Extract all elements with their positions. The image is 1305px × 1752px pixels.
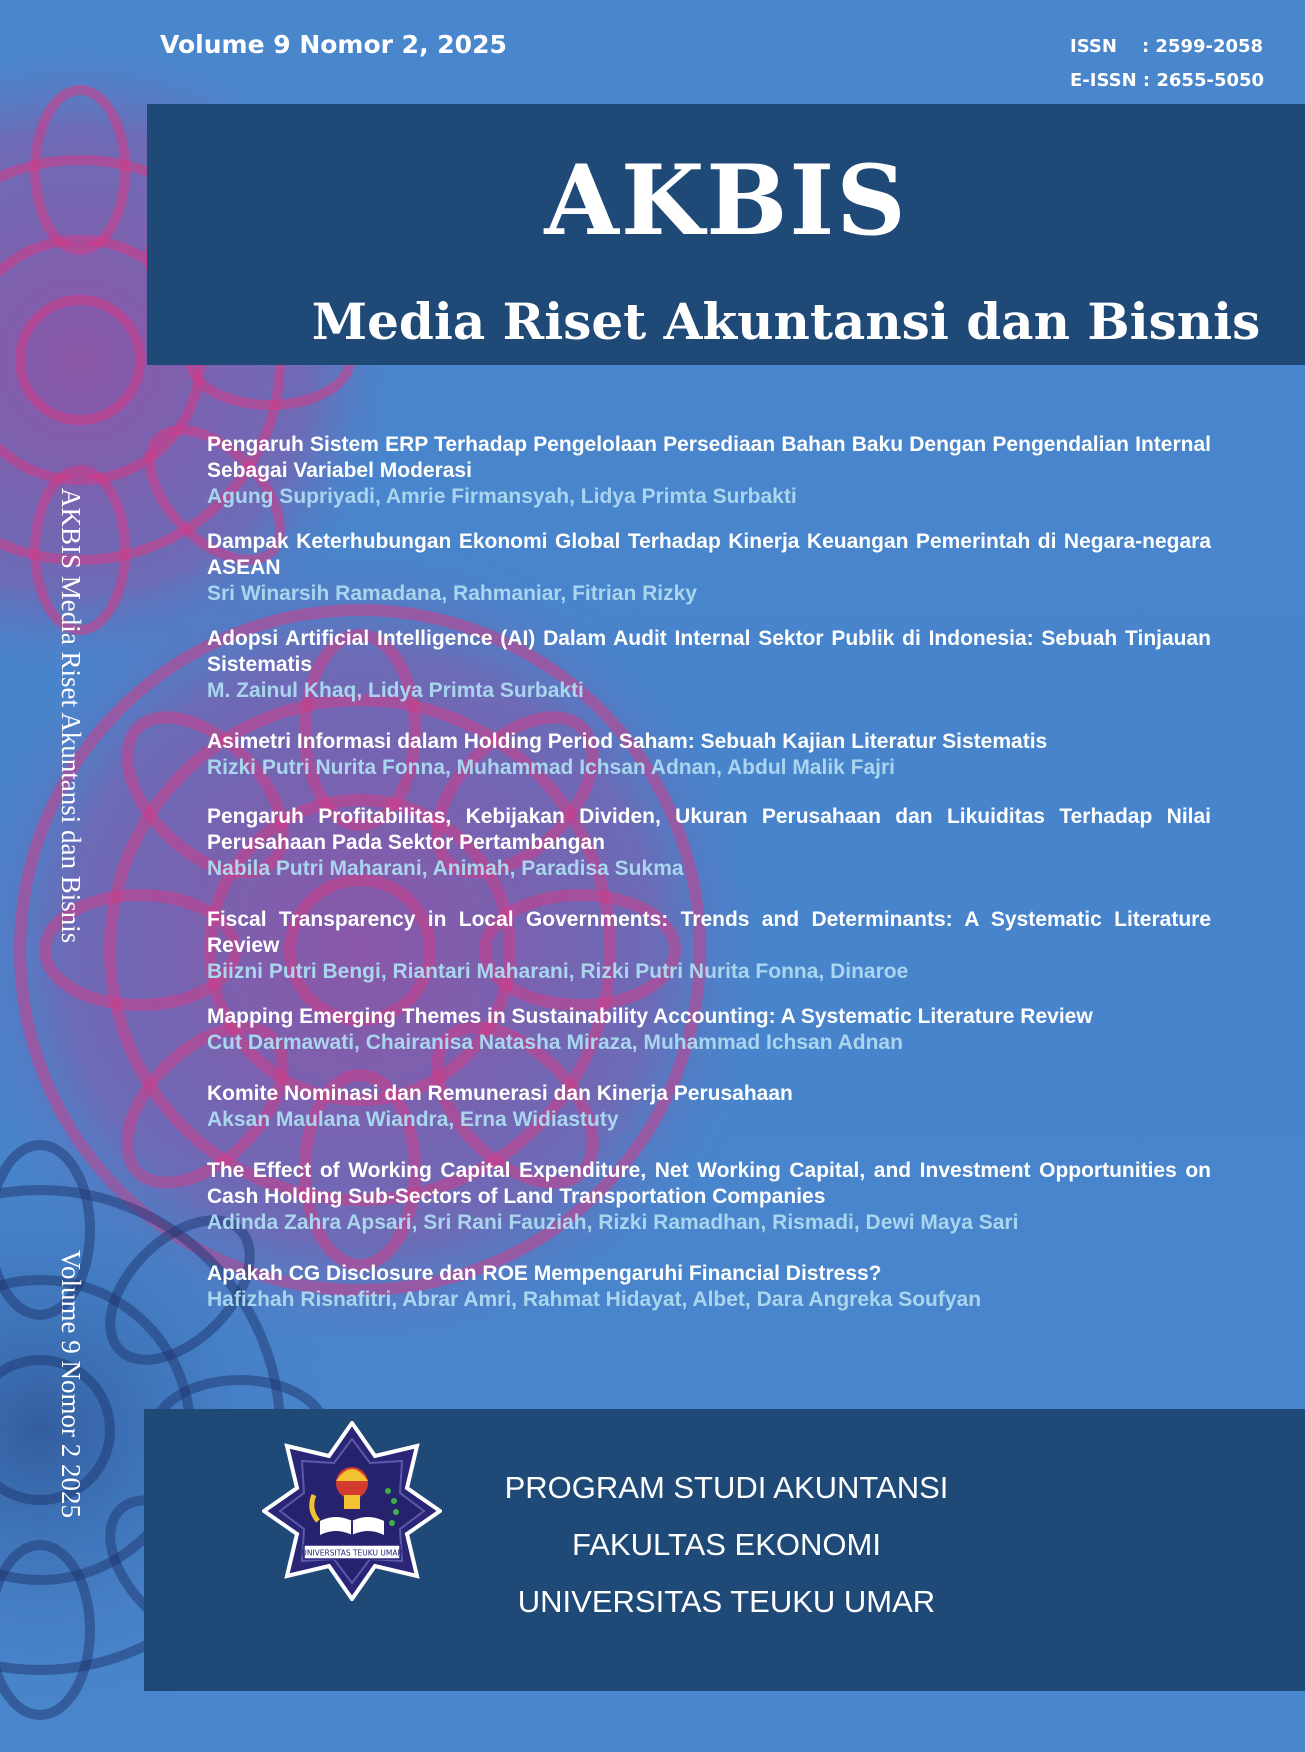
article-entry: [207, 529, 1211, 606]
article-entry: [207, 432, 1211, 509]
article-entry: [207, 907, 1211, 984]
article-authors: Nabila Putri Maharani, Animah, Paradisa Sukma: [207, 857, 684, 880]
article-title: Asimetri Informasi dalam Holding Period Saham: Sebuah Kajian Literatur Sistematis: [207, 730, 1048, 753]
institution-block: [504, 1459, 949, 1630]
article-title: Apakah CG Disclosure dan ROE Mempengaruhi Financial Distress?: [207, 1262, 882, 1285]
institution-university: UNIVERSITAS TEUKU UMAR: [517, 1584, 936, 1619]
article-title: Pengaruh Sistem ERP Terhadap Pengelolaan Persediaan Bahan Baku Dengan Pengendalian Internal Sebagai Variabel Moderasi: [207, 433, 1211, 482]
institution-faculty: FAKULTAS EKONOMI: [572, 1527, 881, 1562]
institution-program: PROGRAM STUDI AKUNTANSI: [504, 1470, 949, 1505]
publisher-band: [144, 1409, 1305, 1691]
article-title: Fiscal Transparency in Local Governments: Trends and Determinants: A Systematic Literature Review: [207, 908, 1211, 957]
article-title: Dampak Keterhubungan Ekonomi Global Terhadap Kinerja Keuangan Pemerintah di Negara-negara ASEAN: [207, 530, 1211, 579]
article-title: Mapping Emerging Themes in Sustainability Accounting: A Systematic Literature Review: [207, 1005, 1093, 1028]
article-authors: Adinda Zahra Apsari, Sri Rani Fauziah, Rizki Ramadhan, Rismadi, Dewi Maya Sari: [207, 1211, 1019, 1234]
table-of-contents: [207, 432, 1211, 1332]
journal-short-title: AKBIS: [544, 144, 908, 257]
article-authors: Rizki Putri Nurita Fonna, Muhammad Ichsan Adnan, Abdul Malik Fajri: [207, 756, 896, 779]
article-authors: Agung Supriyadi, Amrie Firmansyah, Lidya Primta Surbakti: [207, 485, 797, 508]
article-authors: Biizni Putri Bengi, Riantari Maharani, Rizki Putri Nurita Fonna, Dinaroe: [207, 960, 909, 983]
article-authors: Cut Darmawati, Chairanisa Natasha Miraza, Muhammad Ichsan Adnan: [207, 1031, 903, 1054]
title-band: [147, 104, 1305, 365]
article-authors: Hafizhah Risnafitri, Abrar Amri, Rahmat Hidayat, Albet, Dara Angreka Soufyan: [207, 1288, 982, 1311]
article-authors: Aksan Maulana Wiandra, Erna Widiastuty: [207, 1108, 619, 1131]
article-title: Adopsi Artificial Intelligence (AI) Dalam Audit Internal Sektor Publik di Indonesia: Sebuah Tinjauan Sistematis: [207, 627, 1211, 676]
issn-block: [1070, 30, 1264, 98]
article-entry: [207, 1004, 1211, 1055]
volume-label: Volume 9 Nomor 2, 2025: [160, 30, 507, 59]
article-entry: [207, 1158, 1211, 1235]
article-entry: [207, 1081, 1211, 1132]
article-entry: [207, 729, 1211, 780]
article-title: Komite Nominasi dan Remunerasi dan Kinerja Perusahaan: [207, 1082, 793, 1105]
journal-full-title: Media Riset Akuntansi dan Bisnis: [311, 292, 1261, 351]
spine-volume: Volume 9 Nomor 2 2025: [56, 1250, 86, 1518]
logo-text: UNIVERSITAS TEUKU UMAR: [301, 1548, 403, 1558]
spine-title: AKBIS Media Riset Akuntansi dan Bisnis: [56, 488, 86, 944]
university-logo: [262, 1421, 442, 1601]
eissn: E-ISSN : 2655-5050: [1070, 70, 1265, 91]
article-title: The Effect of Working Capital Expenditure, Net Working Capital, and Investment Opportunities on Cash Holding Sub-Sectors of Land Transportation Companies: [207, 1159, 1211, 1208]
article-entry: [207, 1261, 1211, 1312]
article-entry: [207, 626, 1211, 703]
article-authors: Sri Winarsih Ramadana, Rahmaniar, Fitrian Rizky: [207, 582, 697, 605]
issn: ISSN : 2599-2058: [1070, 36, 1264, 57]
article-entry: [207, 804, 1211, 881]
article-authors: M. Zainul Khaq, Lidya Primta Surbakti: [207, 679, 584, 702]
article-title: Pengaruh Profitabilitas, Kebijakan Dividen, Ukuran Perusahaan dan Likuiditas Terhadap Nilai Perusahaan Pada Sektor Pertambangan: [207, 805, 1211, 854]
